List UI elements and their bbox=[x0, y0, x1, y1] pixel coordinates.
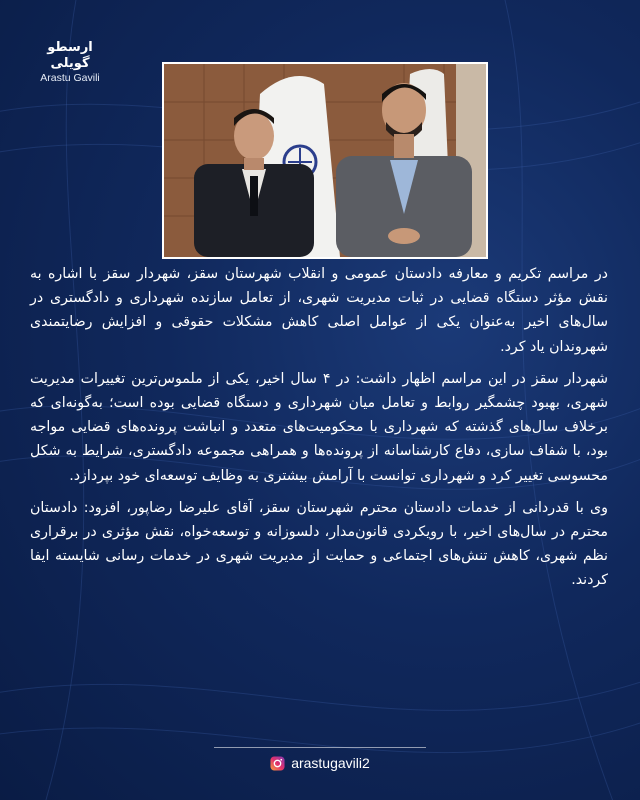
instagram-handle[interactable] bbox=[0, 755, 640, 771]
article-body bbox=[30, 262, 608, 601]
footer-divider bbox=[214, 747, 426, 748]
event-photo bbox=[162, 62, 488, 259]
brand-name-en: Arastu Gavili bbox=[40, 72, 100, 84]
paragraph-1: در مراسم تکریم و معارفه دادستان عمومی و انقلاب شهرستان سقز، شهردار سقز با اشاره به نقش مؤثر دستگاه قضایی در ثبات مدیریت شهری، از تعامل سازنده شهرداری و دادگستری در سال‌های اخیر به‌عنوان یکی از عوامل اصلی کاهش مشکلات حقوقی و افزایش رضایتمندی شهروندان یاد کرد. bbox=[30, 266, 608, 355]
photo-two-men-icon bbox=[164, 64, 486, 257]
instagram-icon bbox=[270, 756, 285, 771]
brand-name-fa: ارسطو گویلی bbox=[47, 40, 93, 71]
paragraph-2: شهردار سقز در این مراسم اظهار داشت: در ۴ سال اخیر، یکی از ملموس‌ترین تغییرات مدیریت شهری، بهبود چشمگیر روابط و تعامل میان شهرداری و دستگاه قضایی بوده است؛ به‌گونه‌ای که برخلاف سال‌های گذشته که شهرداری با محکومیت‌های متعدد و انباشت پرونده‌های قضایی مواجه بود، با شفاف سازی، دفاع کارشناسانه از پرونده‌ها و همراهی مجموعه دادگستری، شرایط به شکل محسوسی تغییر کرد و شهرداری توانست با آرامش بیشتری به وظایف توسعه‌ای خود بپردازد. bbox=[30, 370, 609, 484]
paragraph-3: وی با قدردانی از خدمات دادستان محترم شهرستان سقز، آقای علیرضا رضاپور، افزود: دادستان محترم در سال‌های اخیر، با رویکردی قانون‌مدار، دلسوزانه و توسعه‌خواه، نقش مؤثری در برقراری نظم شهری، کاهش تنش‌های اجتماعی و حمایت از مدیریت شهری در خدمات رسانی شایسته ایفا کردند. bbox=[30, 499, 608, 589]
instagram-handle-text: arastugavili2 bbox=[291, 755, 370, 771]
brand-logo bbox=[30, 40, 110, 85]
